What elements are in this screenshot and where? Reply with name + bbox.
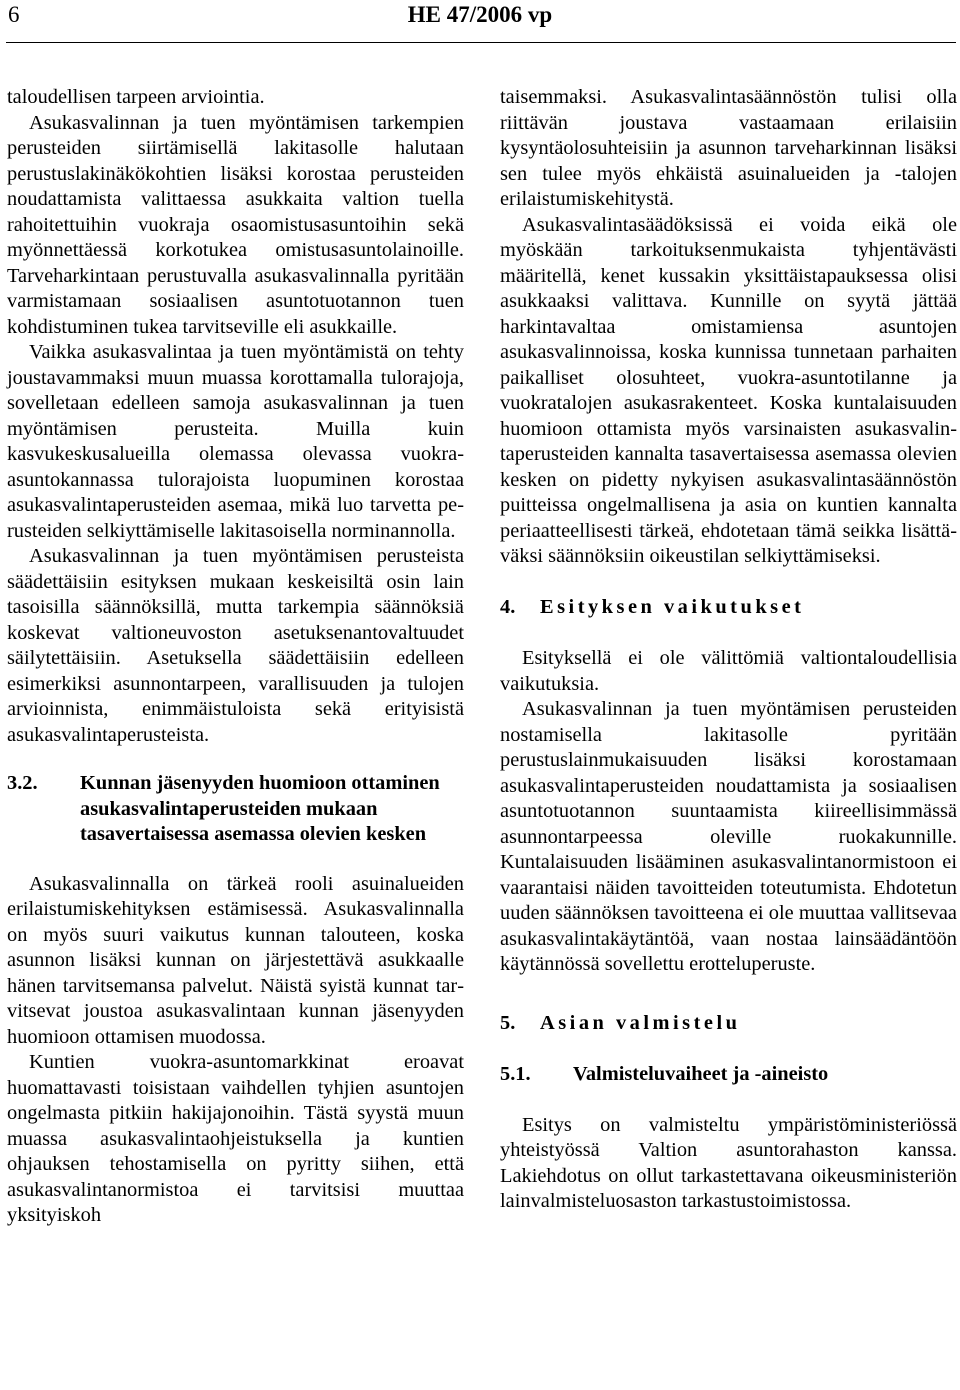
section-number: 4. [500,595,516,618]
subheading-title: Kunnan jäsenyyden huomioon ottaminen asukasvalintaperusteiden mukaan tasavertaisessa asemassa olevien kesken [80,772,440,845]
paragraph: Asukasvalinnalla on tärkeä rooli asuinalueiden erilaistumiskehityksen estämisessä. Asukasvalinnalla on myös suuri vaikutus kunnan talouteen, koska asunnon lisäksi kunnan on järjestettävä asukkaalle hänen tarvitsemansa palvelut. Näistä syistä kunnat tarvitsevat joustoa asukasvalintaan kunnan jäsenyyden huomioon ottamisen muodossa. [7,872,464,1048]
section-title: Asian valmistelu [540,1011,741,1034]
document-id: HE 47/2006 vp [407,2,553,27]
paragraph: Asukasvalinnan ja tuen myöntämisen perusteista säädettäisiin esityksen mukaan keskeisiltä osin lain tasoisilla säännöksillä, mutta tarkempia säännöksiä koskevat valtioneuvoston asetuksenantovaltuudet säilytettäisiin. Asetuksella säädettäisiin edelleen esimerkiksi asunnontarpeen, varallisuuden ja tulojen arvioinnista, enimmäistuloista sekä erityisistä asukasvalintaperusteista. [7,545,464,746]
left-column [7,85,464,1229]
paragraph: taloudellisen tarpeen arviointia. [7,86,265,108]
section-heading-5 [500,1011,957,1037]
page-header [0,0,960,30]
section-heading-4 [500,595,957,621]
subheading-number: 3.2. [7,772,38,794]
paragraph: Esityksellä ei ole välittömiä valtiontaloudellisia vaikutuksia. [500,647,957,695]
paragraph: Asukasvalintasäädöksissä ei voida eikä ole myöskään tarkoituksenmukaista tyhjentävästi määritellä, kenet kussakin yksittäistapauksessa olisi asukkaaksi valittava. Kunnille on syytä jättää harkintavaltaa omistamiensa asuntojen asukasvalinnoissa, koska kunnissa tunnetaan parhaiten paikalliset olosuhteet, vuokra-asuntotilanne ja vuokratalojen asukasrakenteet. Koska kuntalaisuuden huomioon ottamista myös varsinaisten asukasvalintaperusteiden kannalta tasavertaisessa asemassa olevien kesken on pidetty nykyisen asukasvalintasäännöstön puitteissa ongelmallisena ja asia on kuntien kannalta periaatteellisesti tärkeä, ehdotetaan tämä seikka lisättäväksi säännöksiin oikeustilan selkiyttämiseksi. [500,213,957,567]
subheading-3-2 [7,771,464,848]
section-number: 5. [500,1011,516,1034]
paragraph: Vaikka asukasvalintaa ja tuen myöntämistä on tehty joustavammaksi muun muassa korottamalla tulorajoja, sovelletaan edelleen samoja asukasvalinnan ja tuen myöntämisen perusteita. Muilla kuin kasvukeskusalueilla olemassa olevassa vuokra-asuntokannassa tulorajoista luopuminen korostaa asukasvalintaperusteiden asemaa, mikä luo tarvetta perusteiden selkiyttämiselle lakitasoisella norminannolla. [7,341,464,542]
page-number: 6 [8,2,20,27]
paragraph: Asukasvalinnan ja tuen myöntämisen tarkempien perusteiden siirtämisellä lakitasolle halutaan perustuslakinäkökohtien lisäksi korostaa perusteiden noudattamista valittaessa asukkaita valtion tuella rahoitettuihin vuokraja osaomistusasuntoihin sekä myönnettäessä korkotukea omistusasuntolainoille. Tarveharkintaan perustuvalla asukasvalinnalla pyritään varmistamaan sosiaalisen asuntotuotannon tuen kohdistuminen tukea tarvitseville eli asukkaille. [7,111,464,338]
paragraph: taisemmaksi. Asukasvalintasäännöstön tulisi olla riittävän joustava vastaamaan erilaisiin kysyntäolosuhteisiin ja asunnon tarveharkinnan lisäksi sen tulee myös ehkäistä asuinalueiden ja -talojen erilaistumiskehitystä. [500,86,957,210]
section-title: Esityksen vaikutukset [540,595,805,618]
subheading-5-1 [500,1062,957,1088]
paragraph: Kuntien vuokra-asuntomarkkinat eroavat huomattavasti toisistaan vaihdellen tyhjien asuntojen ongelmasta pitkiin hakijajonoihin. Tästä syystä muun muassa asukasvalintaohjeistuksella ja kuntien ohjauksen tehostamisella on pyritty siihen, että asukasvalintanormistoa ei tarvitsisi muuttaa yksityiskoh [7,1051,464,1226]
subheading-number: 5.1. [500,1063,531,1085]
subheading-title: Valmisteluvaiheet ja -aineisto [573,1063,829,1085]
header-rule [6,42,956,43]
right-column [500,85,957,1215]
paragraph: Asukasvalinnan ja tuen myöntämisen perusteiden nostamisella lakitasolle pyritään perustuslainmukaisuuden lisäksi korostamaan asukasvalintaperusteiden noudattamista ja sosiaalisen asuntotuotannon suuntaamista kiireellisimmässä asunnontarpeessa oleville ruokakunnille. Kuntalaisuuden lisääminen asukasvalintanormistoon ei vaarantaisi näiden tavoitteiden toteutumista. Ehdotetun uuden säännöksen tavoitteena ei ole muuttaa vallitsevaa asukasvalintakäytäntöä, vaan nostaa lainsäädäntöön käytännössä sovellettu erotteluperuste. [500,698,957,975]
paragraph: Esitys on valmisteltu ympäristöministeriössä yhteistyössä Valtion asuntorahaston kanssa. Lakiehdotus on ollut tarkastettavana oikeusministeriön lainvalmisteluosaston tarkastustoimistossa. [500,1113,957,1212]
